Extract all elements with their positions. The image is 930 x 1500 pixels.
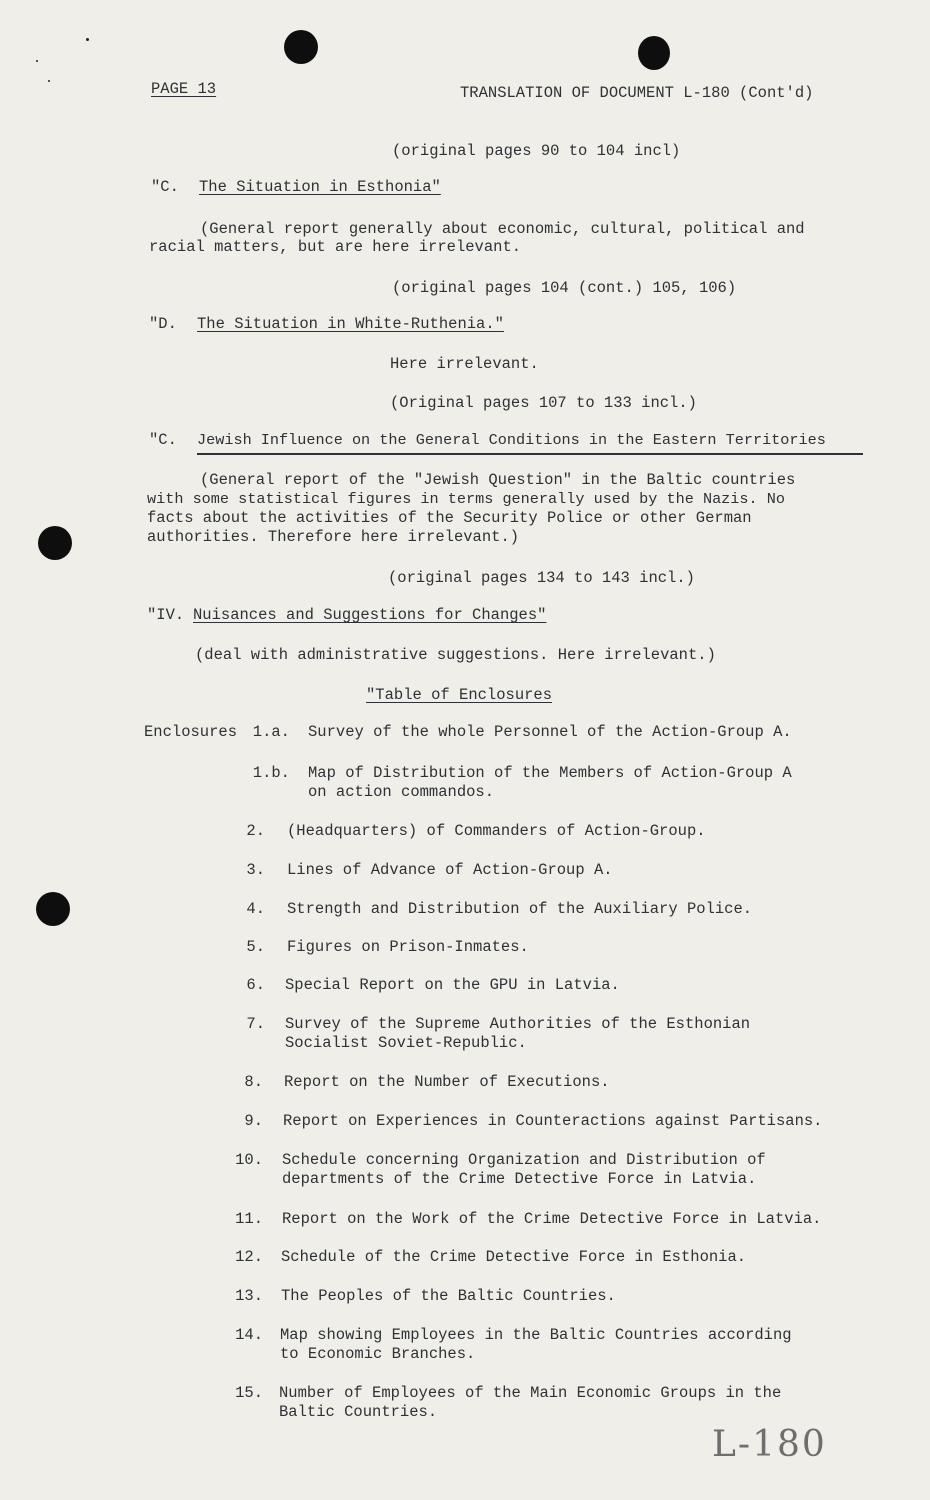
enclosure-description: Figures on Prison-Inmates. xyxy=(287,938,529,956)
punch-hole-left-lower xyxy=(36,892,70,926)
enclosure-description: Schedule of the Crime Detective Force in Esthonia. xyxy=(281,1248,747,1266)
section-title-white-ruthenia: The Situation in White-Ruthenia." xyxy=(197,315,504,333)
page-label: PAGE 13 xyxy=(151,80,217,98)
punch-hole-left-middle xyxy=(38,526,72,560)
enclosure-description: departments of the Crime Detective Force in Latvia. xyxy=(282,1170,757,1188)
section-body-line: (General report generally about economic, cultural, political and xyxy=(200,220,805,238)
punch-hole-top-left xyxy=(284,30,318,64)
enclosure-number: 8. xyxy=(244,1073,263,1091)
section-body-line: facts about the activities of the Security Police or other German xyxy=(147,509,752,527)
enclosure-description: on action commandos. xyxy=(308,783,495,801)
section-prefix: "C. xyxy=(149,431,177,449)
enclosure-description: Survey of the whole Personnel of the Action-Group A. xyxy=(308,723,792,741)
enclosure-description: Map showing Employees in the Baltic Countries according xyxy=(280,1326,792,1344)
enclosure-number: 13. xyxy=(235,1287,263,1305)
enclosures-lead: Enclosures xyxy=(144,723,238,741)
enclosure-description: Map of Distribution of the Members of Action-Group A xyxy=(308,764,792,782)
enclosure-description: Special Report on the GPU in Latvia. xyxy=(285,976,620,994)
enclosure-number: 14. xyxy=(235,1326,263,1344)
enclosure-number: 2. xyxy=(246,822,265,840)
enclosure-description: Schedule concerning Organization and Distribution of xyxy=(282,1151,766,1169)
section-body-line: Here irrelevant. xyxy=(390,355,539,373)
section-title-nuisances: Nuisances and Suggestions for Changes" xyxy=(193,606,547,624)
enclosure-number: 4. xyxy=(246,900,265,918)
enclosure-number: 7. xyxy=(246,1015,265,1033)
enclosure-number: 1.b. xyxy=(252,764,290,782)
document-title: TRANSLATION OF DOCUMENT L-180 (Cont'd) xyxy=(460,84,814,102)
enclosure-number: 1.a. xyxy=(252,723,290,741)
title-underline xyxy=(197,453,863,455)
original-pages-note: (Original pages 107 to 133 incl.) xyxy=(390,394,697,412)
enclosure-number: 10. xyxy=(235,1151,263,1169)
section-body-line: with some statistical figures in terms generally used by the Nazis. No xyxy=(147,490,785,508)
enclosure-number: 15. xyxy=(235,1384,263,1402)
table-of-enclosures-title: "Table of Enclosures xyxy=(366,686,553,704)
enclosure-number: 6. xyxy=(246,976,265,994)
enclosure-number: 5. xyxy=(246,938,265,956)
enclosure-description: Lines of Advance of Action-Group A. xyxy=(287,861,613,879)
original-pages-note: (original pages 134 to 143 incl.) xyxy=(388,569,695,587)
original-pages-note: (original pages 104 (cont.) 105, 106) xyxy=(392,279,737,297)
speck xyxy=(36,60,38,62)
handwritten-document-mark: L-180 xyxy=(712,1424,827,1465)
section-prefix: "C. xyxy=(151,178,179,196)
enclosure-number: 11. xyxy=(235,1210,263,1228)
enclosure-description: Report on the Number of Executions. xyxy=(284,1073,610,1091)
enclosure-description: Survey of the Supreme Authorities of the Esthonian xyxy=(285,1015,751,1033)
punch-hole-top-right xyxy=(638,36,670,70)
enclosure-description: The Peoples of the Baltic Countries. xyxy=(281,1287,616,1305)
enclosure-description: Socialist Soviet-Republic. xyxy=(285,1034,527,1052)
enclosure-description: Report on the Work of the Crime Detective Force in Latvia. xyxy=(282,1210,822,1228)
section-body-line: authorities. Therefore here irrelevant.) xyxy=(147,528,520,546)
enclosure-description: (Headquarters) of Commanders of Action-Group. xyxy=(287,822,706,840)
enclosure-description: Report on Experiences in Counteractions against Partisans. xyxy=(283,1112,823,1130)
section-body-line: (deal with administrative suggestions. Here irrelevant.) xyxy=(195,646,716,664)
original-pages-note: (original pages 90 to 104 incl) xyxy=(392,142,681,160)
enclosure-description: Baltic Countries. xyxy=(279,1403,438,1421)
enclosure-description: Strength and Distribution of the Auxiliary Police. xyxy=(287,900,753,918)
enclosure-number: 9. xyxy=(244,1112,263,1130)
enclosure-description: Number of Employees of the Main Economic Groups in the xyxy=(279,1384,782,1402)
enclosure-number: 12. xyxy=(235,1248,263,1266)
enclosure-description: to Economic Branches. xyxy=(280,1345,476,1363)
section-body-line: racial matters, but are here irrelevant. xyxy=(149,238,522,256)
enclosure-number: 3. xyxy=(246,861,265,879)
section-title-esthonia: The Situation in Esthonia" xyxy=(199,178,441,196)
speck xyxy=(86,38,89,41)
section-body-line: (General report of the "Jewish Question" in the Baltic countries xyxy=(200,471,796,489)
section-title-jewish-influence: Jewish Influence on the General Conditions in the Eastern Territories xyxy=(197,431,826,449)
section-prefix: "IV. xyxy=(147,606,185,624)
section-prefix: "D. xyxy=(149,315,177,333)
speck xyxy=(48,80,50,82)
